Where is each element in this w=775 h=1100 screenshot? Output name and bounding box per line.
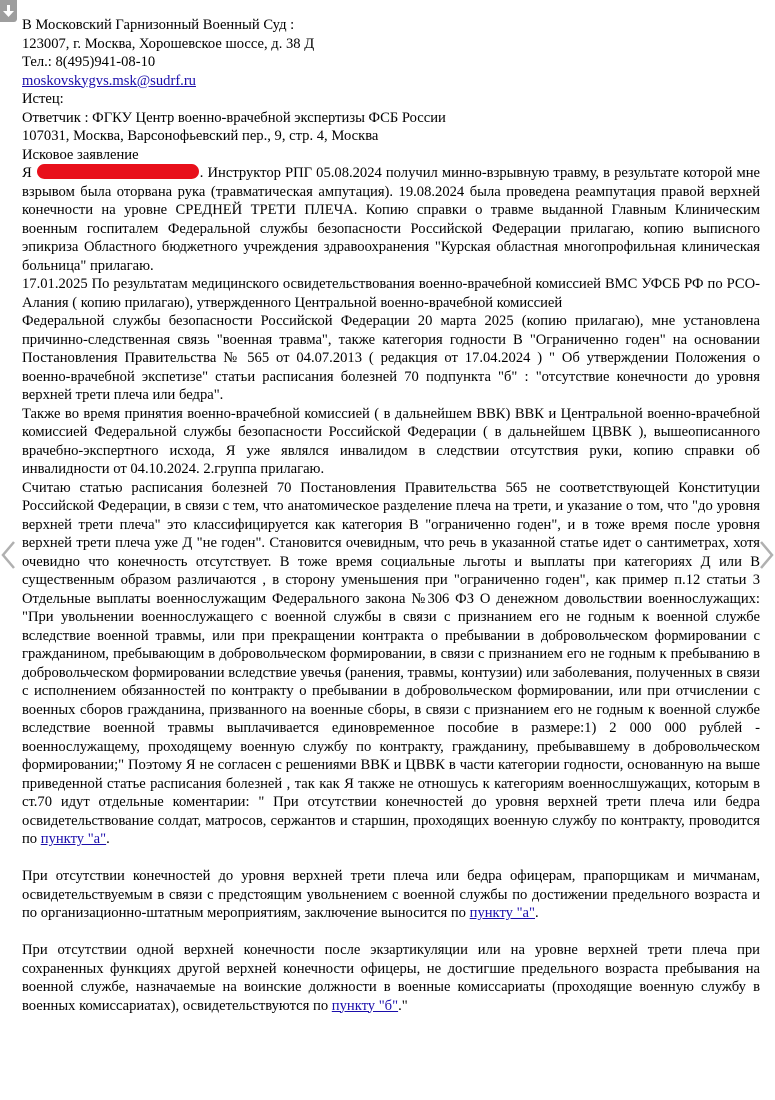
link-point-b[interactable]: пункту "б" [331,997,399,1014]
court-address: 123007, г. Москва, Хорошевское шоссе, д. 38 Д [22,35,315,52]
court-phone: Тел.: 8(495)941-08-10 [22,54,156,70]
defendant-line: Ответчик : ФГКУ Центр военно-врачебной экспертизы ФСБ России [22,109,446,126]
download-button[interactable] [0,0,17,22]
defendant-address: 107031, Москва, Варсонофьевский пер., 9, стр. 4, Москва [22,128,379,144]
paragraph-injury: Я . Инструктор РПГ 05.08.2024 получил минно-взрывную травму, в результате которой мне взрывом была оторвана рука (травматическая ампутация). 19.08.2024 была проведена реампутация правой верхней конечности на уровне СРЕДНЕЙ ТРЕТИ ПЛЕЧА. Копию справки о травме выданной Главным Клиническим военным госпиталем Федеральной службы безопасности Российской Федерации прилагаю, копию выписного эпикриза Областного бюджетного учреждения здравоохранения "Курская областная многопрофильная клиническая больница" прилагаю. [22,165,760,274]
paragraph-commission: 17.01.2025 По результатам медицинского освидетельствования военно-врачебной комиссией ВМС УФСБ РФ по РСО-Алания ( копию прилагаю), утвержденного Центральной военно-врачебной комиссией [22,276,760,311]
link-point-a-1[interactable]: пункту "а" [40,831,107,847]
paragraph-argument: Считаю статью расписания болезней 70 Постановления Правительства 565 не соответствующей Конституции Российской Федерации, в связи с тем, что анатомическое разделение плеча на трети, и указание о том, что "до уровня верхней трети плеча" это классифицируется как категория В "ограниченно годен", и в тоже время после уровня верхней трети плеча уже Д "не годен". Становится очевидным, что речь в указанной статье идет о сантиметрах, хотя очевидно что конечность отсутствует. В тоже время социальные льготы и выплаты при категориях Д или В существенным образом различаются , в сторону уменьшения при "ограниченно годен", как пример п.12 статьи 3 Отдельные выплаты военнослужащим Федерального закона №306 ФЗ О денежном довольствии военнослужащих: "При увольнении военнослужащего с военной службы в связи с признанием его не годным к военной службе вследствие военной травмы, или при прекращении контракта о пребывании в добровольческом формировании с гражданином, пребывающим в добровольческом формировании, в связи с признанием его не годным к пребыванию в добровольческом формировании вследствие увечья (ранения, травмы, контузии) или заболевания, полученных в связи с исполнением обязанностей по контракту о пребывании в добровольческом формировании, или при отчислении с военных сборов гражданина, призванного на военные сборы, в связи с признанием его не годным к военной службе вследствие военной травмы выплачивается единовременное пособие в размере:1) 2 000 000 рублей - военнослужащему, проходящему военную службу по контракту, гражданину, пребывавшему в добровольческом формировании;" Поэтому Я не согласен с решениями ВВК и ЦВВК в части категории годности, основанную на выше приведенной статье расписания болезней , так как Я также не отношусь к категориям военнослшужащих, которым в ст.70 идут отдельные коментарии: " При отсутствии конечностей до уровня верхней трети плеча или бедра освидетельствование солдат, матросов, сержантов и старшин, проходящих военную службу по контракту, проводится по пункту "а". [22,479,760,847]
download-arrow-icon [3,5,14,18]
link-point-a-2[interactable]: пункту "а" [469,905,535,921]
chevron-left-icon [0,540,18,570]
paragraph-category: Федеральной службы безопасности Российской Федерации 20 марта 2025 (копию прилагаю), мне установлена причинно-следственная связь "военная травма", также категория годности В "Ограниченно годен" на основании Постановления Правительства № 565 от 04.07.2013 ( редакция от 17.04.2024 ) " Об утверждении Положения о военно-врачебной экспетизе" статьи расписания болезней 70 подпункта "б" : "отсутствие конечности до уровня верхней трети плеча или бедра". [22,313,760,403]
redacted-name [37,164,199,179]
court-email-link[interactable]: moskovskygvs.msk@sudrf.ru [22,72,196,89]
paragraph-officers: При отсутствии конечностей до уровня верхней трети плеча или бедра офицерам, прапорщикам и мичманам, освидетельствуемым в связи с предстоящим увольнением с военной службы по достижении предельного возраста и по организационно-штатным мероприятиям, заключение выносится по пункту "а". [22,868,760,921]
paragraph-disability: Также во время принятия военно-врачебной комиссией ( в дальнейшем ВВК) ВВК и Центральной военно-врачебной комиссией Федеральной службы безопасности Российской Федерации ( в дальнейшем ЦВВК ), вышеописанного врачебно-экспертного исхода, Я уже являлся инвалидом в следствии отсутствия руки, копию справки об инвалидности от 04.10.2024. 2.группа прилагаю. [22,405,760,477]
document-page [22,16,760,1015]
document-title: Исковое заявление [22,146,139,163]
paragraph-commissariat: При отсутствии одной верхней конечности после экзартикуляции или на уровне верхней трети плеча при сохраненных функциях другой верхней конечности офицеры, не достигшие предельного возраста пребывания на военной службе, назначаемые на воинские должности в военные комиссариаты (проходящие военную службу в военных комиссариатах), освидетельствуются по пункту "б"." [22,942,760,1014]
prev-page-arrow[interactable] [0,540,18,570]
court-name: В Московский Гарнизонный Военный Суд : [22,17,295,33]
plaintiff-label: Истец: [22,91,64,107]
